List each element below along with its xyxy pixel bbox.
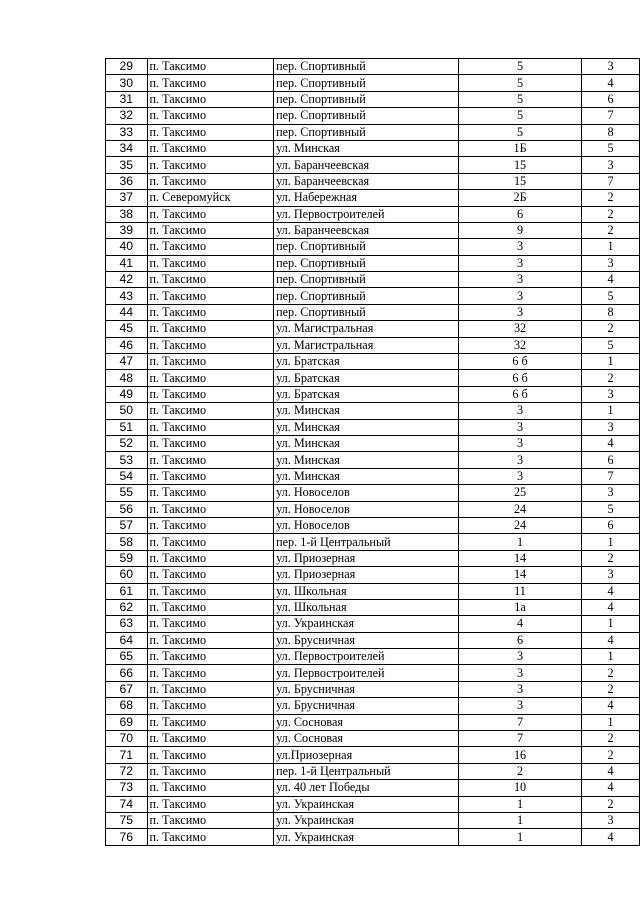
street-cell: ул. Украинская: [274, 796, 459, 812]
table-row: [106, 91, 640, 107]
house-number-cell: 3: [459, 403, 582, 419]
house-number-cell: 3: [459, 239, 582, 255]
street-cell: ул. Первостроителей: [274, 649, 459, 665]
locality-cell: п. Таксимо: [147, 435, 274, 451]
street-cell: ул. Минская: [274, 140, 459, 156]
locality-cell: п. Таксимо: [147, 731, 274, 747]
table-row: [106, 616, 640, 632]
house-number-cell: 1: [459, 534, 582, 550]
house-number-cell: 3: [459, 452, 582, 468]
apartment-number-cell: 2: [582, 190, 640, 206]
house-number-cell: 3: [459, 649, 582, 665]
row-number-cell: 33: [106, 124, 148, 140]
house-number-cell: 5: [459, 91, 582, 107]
table-row: [106, 665, 640, 681]
apartment-number-cell: 1: [582, 354, 640, 370]
locality-cell: п. Таксимо: [147, 681, 274, 697]
street-cell: ул. Минская: [274, 468, 459, 484]
apartment-number-cell: 2: [582, 796, 640, 812]
apartment-number-cell: 4: [582, 698, 640, 714]
locality-cell: п. Таксимо: [147, 140, 274, 156]
row-number-cell: 49: [106, 386, 148, 402]
row-number-cell: 73: [106, 780, 148, 796]
apartment-number-cell: 5: [582, 337, 640, 353]
house-number-cell: 15: [459, 173, 582, 189]
locality-cell: п. Таксимо: [147, 485, 274, 501]
locality-cell: п. Таксимо: [147, 304, 274, 320]
apartment-number-cell: 1: [582, 649, 640, 665]
locality-cell: п. Таксимо: [147, 632, 274, 648]
street-cell: ул. Украинская: [274, 812, 459, 828]
house-number-cell: 1а: [459, 599, 582, 615]
house-number-cell: 5: [459, 124, 582, 140]
apartment-number-cell: 5: [582, 140, 640, 156]
row-number-cell: 43: [106, 288, 148, 304]
table-row: [106, 812, 640, 828]
row-number-cell: 50: [106, 403, 148, 419]
street-cell: пер. Спортивный: [274, 239, 459, 255]
table-row: [106, 173, 640, 189]
street-cell: ул.Приозерная: [274, 747, 459, 763]
row-number-cell: 36: [106, 173, 148, 189]
house-number-cell: 3: [459, 288, 582, 304]
row-number-cell: 38: [106, 206, 148, 222]
street-cell: пер. 1-й Центральный: [274, 534, 459, 550]
house-number-cell: 3: [459, 698, 582, 714]
locality-cell: п. Таксимо: [147, 468, 274, 484]
table-row: [106, 354, 640, 370]
table-row: [106, 517, 640, 533]
row-number-cell: 75: [106, 812, 148, 828]
table-row: [106, 403, 640, 419]
table-row: [106, 583, 640, 599]
row-number-cell: 34: [106, 140, 148, 156]
house-number-cell: 25: [459, 485, 582, 501]
apartment-number-cell: 4: [582, 75, 640, 91]
apartment-number-cell: 3: [582, 157, 640, 173]
street-cell: ул. Магистральная: [274, 337, 459, 353]
apartment-number-cell: 8: [582, 304, 640, 320]
locality-cell: п. Таксимо: [147, 583, 274, 599]
row-number-cell: 67: [106, 681, 148, 697]
apartment-number-cell: 2: [582, 206, 640, 222]
locality-cell: п. Таксимо: [147, 255, 274, 271]
house-number-cell: 3: [459, 255, 582, 271]
row-number-cell: 54: [106, 468, 148, 484]
apartment-number-cell: 3: [582, 419, 640, 435]
table-row: [106, 386, 640, 402]
table-row: [106, 780, 640, 796]
locality-cell: п. Таксимо: [147, 665, 274, 681]
apartment-number-cell: 2: [582, 370, 640, 386]
apartment-number-cell: 2: [582, 321, 640, 337]
apartment-number-cell: 4: [582, 435, 640, 451]
apartment-number-cell: 4: [582, 599, 640, 615]
house-number-cell: 5: [459, 75, 582, 91]
table-row: [106, 534, 640, 550]
house-number-cell: 5: [459, 108, 582, 124]
apartment-number-cell: 6: [582, 91, 640, 107]
apartment-number-cell: 2: [582, 681, 640, 697]
street-cell: ул. Приозерная: [274, 550, 459, 566]
apartment-number-cell: 1: [582, 534, 640, 550]
street-cell: ул. Минская: [274, 419, 459, 435]
house-number-cell: 16: [459, 747, 582, 763]
locality-cell: п. Таксимо: [147, 206, 274, 222]
street-cell: ул. 40 лет Победы: [274, 780, 459, 796]
street-cell: ул. Минская: [274, 452, 459, 468]
house-number-cell: 3: [459, 272, 582, 288]
apartment-number-cell: 2: [582, 747, 640, 763]
row-number-cell: 68: [106, 698, 148, 714]
locality-cell: п. Таксимо: [147, 222, 274, 238]
row-number-cell: 70: [106, 731, 148, 747]
table-row: [106, 288, 640, 304]
locality-cell: п. Таксимо: [147, 517, 274, 533]
locality-cell: п. Таксимо: [147, 108, 274, 124]
house-number-cell: 1Б: [459, 140, 582, 156]
table-row: [106, 59, 640, 75]
house-number-cell: 5: [459, 59, 582, 75]
street-cell: ул. Новоселов: [274, 517, 459, 533]
street-cell: пер. 1-й Центральный: [274, 763, 459, 779]
row-number-cell: 46: [106, 337, 148, 353]
row-number-cell: 35: [106, 157, 148, 173]
house-number-cell: 24: [459, 501, 582, 517]
house-number-cell: 3: [459, 304, 582, 320]
table-row: [106, 550, 640, 566]
address-table-body: [106, 59, 640, 846]
street-cell: ул. Брусничная: [274, 632, 459, 648]
table-row: [106, 796, 640, 812]
row-number-cell: 60: [106, 567, 148, 583]
house-number-cell: 2: [459, 763, 582, 779]
apartment-number-cell: 4: [582, 780, 640, 796]
apartment-number-cell: 3: [582, 255, 640, 271]
locality-cell: п. Таксимо: [147, 91, 274, 107]
row-number-cell: 65: [106, 649, 148, 665]
apartment-number-cell: 2: [582, 665, 640, 681]
row-number-cell: 41: [106, 255, 148, 271]
row-number-cell: 37: [106, 190, 148, 206]
row-number-cell: 56: [106, 501, 148, 517]
table-row: [106, 452, 640, 468]
row-number-cell: 76: [106, 829, 148, 845]
house-number-cell: 1: [459, 812, 582, 828]
house-number-cell: 6: [459, 632, 582, 648]
row-number-cell: 63: [106, 616, 148, 632]
table-row: [106, 501, 640, 517]
locality-cell: п. Таксимо: [147, 780, 274, 796]
locality-cell: п. Таксимо: [147, 59, 274, 75]
row-number-cell: 48: [106, 370, 148, 386]
table-row: [106, 190, 640, 206]
apartment-number-cell: 2: [582, 731, 640, 747]
locality-cell: п. Таксимо: [147, 812, 274, 828]
table-row: [106, 75, 640, 91]
apartment-number-cell: 3: [582, 485, 640, 501]
table-row: [106, 747, 640, 763]
table-row: [106, 468, 640, 484]
row-number-cell: 40: [106, 239, 148, 255]
locality-cell: п. Таксимо: [147, 796, 274, 812]
apartment-number-cell: 5: [582, 288, 640, 304]
locality-cell: п. Таксимо: [147, 337, 274, 353]
table-row: [106, 239, 640, 255]
street-cell: ул. Баранчеевская: [274, 222, 459, 238]
apartment-number-cell: 1: [582, 403, 640, 419]
locality-cell: п. Таксимо: [147, 173, 274, 189]
apartment-number-cell: 3: [582, 59, 640, 75]
house-number-cell: 7: [459, 731, 582, 747]
apartment-number-cell: 5: [582, 501, 640, 517]
locality-cell: п. Таксимо: [147, 288, 274, 304]
street-cell: пер. Спортивный: [274, 75, 459, 91]
street-cell: ул. Украинская: [274, 616, 459, 632]
address-table: [105, 58, 640, 846]
house-number-cell: 6 б: [459, 386, 582, 402]
table-row: [106, 435, 640, 451]
table-row: [106, 714, 640, 730]
table-row: [106, 698, 640, 714]
house-number-cell: 2Б: [459, 190, 582, 206]
street-cell: ул. Брусничная: [274, 681, 459, 697]
street-cell: ул. Сосновая: [274, 714, 459, 730]
row-number-cell: 47: [106, 354, 148, 370]
apartment-number-cell: 3: [582, 386, 640, 402]
locality-cell: п. Северомуйск: [147, 190, 274, 206]
table-row: [106, 763, 640, 779]
table-row: [106, 649, 640, 665]
house-number-cell: 6 б: [459, 370, 582, 386]
street-cell: ул. Набережная: [274, 190, 459, 206]
row-number-cell: 72: [106, 763, 148, 779]
house-number-cell: 1: [459, 796, 582, 812]
house-number-cell: 3: [459, 419, 582, 435]
street-cell: пер. Спортивный: [274, 91, 459, 107]
locality-cell: п. Таксимо: [147, 75, 274, 91]
house-number-cell: 14: [459, 567, 582, 583]
house-number-cell: 15: [459, 157, 582, 173]
street-cell: ул. Минская: [274, 403, 459, 419]
table-row: [106, 632, 640, 648]
apartment-number-cell: 4: [582, 583, 640, 599]
street-cell: пер. Спортивный: [274, 108, 459, 124]
house-number-cell: 3: [459, 681, 582, 697]
table-row: [106, 731, 640, 747]
house-number-cell: 24: [459, 517, 582, 533]
house-number-cell: 6: [459, 206, 582, 222]
house-number-cell: 11: [459, 583, 582, 599]
street-cell: пер. Спортивный: [274, 272, 459, 288]
locality-cell: п. Таксимо: [147, 321, 274, 337]
street-cell: ул. Школьная: [274, 583, 459, 599]
table-row: [106, 222, 640, 238]
apartment-number-cell: 1: [582, 714, 640, 730]
apartment-number-cell: 7: [582, 468, 640, 484]
street-cell: ул. Минская: [274, 435, 459, 451]
row-number-cell: 30: [106, 75, 148, 91]
street-cell: пер. Спортивный: [274, 59, 459, 75]
street-cell: ул. Школьная: [274, 599, 459, 615]
row-number-cell: 61: [106, 583, 148, 599]
locality-cell: п. Таксимо: [147, 501, 274, 517]
apartment-number-cell: 2: [582, 550, 640, 566]
row-number-cell: 55: [106, 485, 148, 501]
locality-cell: п. Таксимо: [147, 419, 274, 435]
house-number-cell: 3: [459, 665, 582, 681]
locality-cell: п. Таксимо: [147, 698, 274, 714]
apartment-number-cell: 8: [582, 124, 640, 140]
apartment-number-cell: 6: [582, 517, 640, 533]
locality-cell: п. Таксимо: [147, 747, 274, 763]
table-row: [106, 108, 640, 124]
locality-cell: п. Таксимо: [147, 534, 274, 550]
row-number-cell: 59: [106, 550, 148, 566]
row-number-cell: 57: [106, 517, 148, 533]
table-row: [106, 304, 640, 320]
locality-cell: п. Таксимо: [147, 599, 274, 615]
street-cell: ул. Брусничная: [274, 698, 459, 714]
row-number-cell: 71: [106, 747, 148, 763]
street-cell: ул. Братская: [274, 370, 459, 386]
locality-cell: п. Таксимо: [147, 829, 274, 845]
street-cell: ул. Магистральная: [274, 321, 459, 337]
street-cell: ул. Украинская: [274, 829, 459, 845]
row-number-cell: 74: [106, 796, 148, 812]
locality-cell: п. Таксимо: [147, 370, 274, 386]
locality-cell: п. Таксимо: [147, 763, 274, 779]
apartment-number-cell: 4: [582, 763, 640, 779]
table-row: [106, 321, 640, 337]
table-row: [106, 485, 640, 501]
street-cell: ул. Новоселов: [274, 501, 459, 517]
row-number-cell: 64: [106, 632, 148, 648]
street-cell: ул. Приозерная: [274, 567, 459, 583]
house-number-cell: 3: [459, 435, 582, 451]
locality-cell: п. Таксимо: [147, 354, 274, 370]
locality-cell: п. Таксимо: [147, 403, 274, 419]
row-number-cell: 69: [106, 714, 148, 730]
house-number-cell: 6 б: [459, 354, 582, 370]
street-cell: пер. Спортивный: [274, 255, 459, 271]
table-row: [106, 337, 640, 353]
street-cell: ул. Братская: [274, 386, 459, 402]
table-row: [106, 272, 640, 288]
locality-cell: п. Таксимо: [147, 550, 274, 566]
row-number-cell: 66: [106, 665, 148, 681]
locality-cell: п. Таксимо: [147, 386, 274, 402]
street-cell: пер. Спортивный: [274, 124, 459, 140]
street-cell: пер. Спортивный: [274, 304, 459, 320]
row-number-cell: 58: [106, 534, 148, 550]
table-row: [106, 567, 640, 583]
apartment-number-cell: 4: [582, 272, 640, 288]
house-number-cell: 14: [459, 550, 582, 566]
locality-cell: п. Таксимо: [147, 239, 274, 255]
row-number-cell: 42: [106, 272, 148, 288]
row-number-cell: 39: [106, 222, 148, 238]
house-number-cell: 3: [459, 468, 582, 484]
street-cell: ул. Сосновая: [274, 731, 459, 747]
street-cell: ул. Братская: [274, 354, 459, 370]
apartment-number-cell: 4: [582, 829, 640, 845]
table-row: [106, 370, 640, 386]
row-number-cell: 53: [106, 452, 148, 468]
row-number-cell: 29: [106, 59, 148, 75]
house-number-cell: 4: [459, 616, 582, 632]
row-number-cell: 32: [106, 108, 148, 124]
apartment-number-cell: 1: [582, 616, 640, 632]
apartment-number-cell: 7: [582, 173, 640, 189]
apartment-number-cell: 3: [582, 812, 640, 828]
locality-cell: п. Таксимо: [147, 157, 274, 173]
table-row: [106, 124, 640, 140]
locality-cell: п. Таксимо: [147, 714, 274, 730]
street-cell: ул. Баранчеевская: [274, 173, 459, 189]
apartment-number-cell: 1: [582, 239, 640, 255]
house-number-cell: 32: [459, 337, 582, 353]
apartment-number-cell: 6: [582, 452, 640, 468]
house-number-cell: 32: [459, 321, 582, 337]
street-cell: ул. Первостроителей: [274, 665, 459, 681]
locality-cell: п. Таксимо: [147, 616, 274, 632]
row-number-cell: 44: [106, 304, 148, 320]
house-number-cell: 1: [459, 829, 582, 845]
locality-cell: п. Таксимо: [147, 272, 274, 288]
street-cell: ул. Новоселов: [274, 485, 459, 501]
street-cell: ул. Баранчеевская: [274, 157, 459, 173]
apartment-number-cell: 2: [582, 222, 640, 238]
locality-cell: п. Таксимо: [147, 124, 274, 140]
locality-cell: п. Таксимо: [147, 567, 274, 583]
table-row: [106, 681, 640, 697]
table-row: [106, 829, 640, 845]
table-row: [106, 206, 640, 222]
apartment-number-cell: 3: [582, 567, 640, 583]
table-row: [106, 419, 640, 435]
table-row: [106, 599, 640, 615]
table-row: [106, 157, 640, 173]
street-cell: ул. Первостроителей: [274, 206, 459, 222]
house-number-cell: 9: [459, 222, 582, 238]
row-number-cell: 31: [106, 91, 148, 107]
row-number-cell: 51: [106, 419, 148, 435]
row-number-cell: 45: [106, 321, 148, 337]
locality-cell: п. Таксимо: [147, 452, 274, 468]
house-number-cell: 10: [459, 780, 582, 796]
row-number-cell: 62: [106, 599, 148, 615]
table-row: [106, 255, 640, 271]
street-cell: пер. Спортивный: [274, 288, 459, 304]
apartment-number-cell: 7: [582, 108, 640, 124]
locality-cell: п. Таксимо: [147, 649, 274, 665]
row-number-cell: 52: [106, 435, 148, 451]
apartment-number-cell: 4: [582, 632, 640, 648]
table-row: [106, 140, 640, 156]
house-number-cell: 7: [459, 714, 582, 730]
